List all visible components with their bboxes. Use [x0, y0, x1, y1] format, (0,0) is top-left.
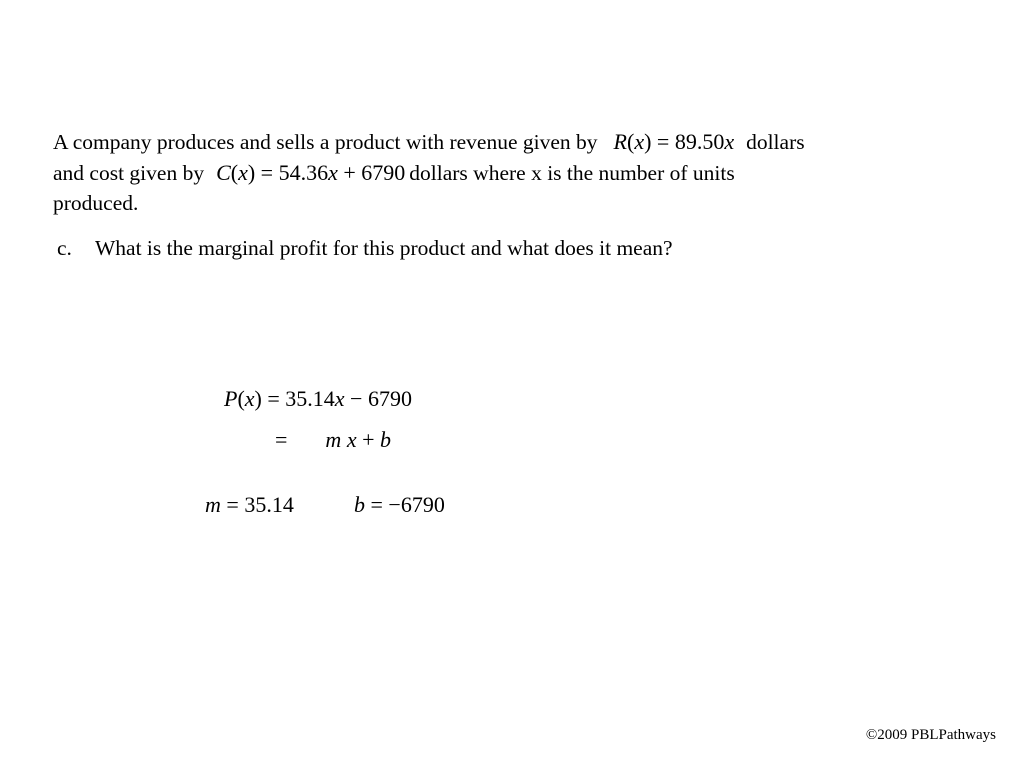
question-label: c. [57, 236, 72, 260]
profit-equation: P(x) = 35.14x − 6790 [224, 386, 412, 411]
problem-line-1 [53, 126, 953, 157]
problem-text-2: and cost given by [53, 161, 205, 185]
problem-text-2-tail: dollars where x is the number of units [409, 161, 735, 185]
revenue-var-2: x [724, 129, 735, 154]
profit-coef: 35.14 [285, 386, 335, 411]
question-c [57, 233, 673, 264]
cost-var: x [238, 160, 248, 185]
profit-const: 6790 [367, 386, 412, 411]
slope-value: m = 35.14 [205, 492, 294, 517]
cost-coef: 54.36 [278, 160, 329, 185]
problem-line-3 [53, 188, 953, 219]
equals-sign: = [275, 427, 288, 452]
intercept-value: b = −6790 [354, 492, 445, 517]
revenue-fn-name: R [613, 129, 627, 154]
profit-var: x [244, 386, 255, 411]
m-value: 35.14 [244, 492, 294, 517]
cost-var-2: x [328, 160, 338, 185]
b-value: −6790 [388, 492, 445, 517]
general-linear-form: = m x + b [275, 427, 391, 452]
profit-var-2: x [334, 386, 345, 411]
cost-fn-name: C [216, 160, 231, 185]
cost-equation: C(x) = 54.36x + 6790 [216, 160, 406, 185]
profit-fn-name: P [224, 386, 238, 411]
cost-const: 6790 [361, 160, 406, 185]
problem-text-3: produced. [53, 191, 139, 215]
revenue-coef: 89.50 [674, 129, 725, 154]
b-symbol: b [354, 492, 365, 517]
problem-statement [53, 126, 953, 219]
copyright-footer: ©2009 PBLPathways [865, 727, 996, 743]
revenue-unit: dollars [746, 130, 805, 154]
general-m: m [325, 427, 342, 452]
revenue-equation: R(x) = 89.50x [613, 129, 735, 154]
m-symbol: m [205, 492, 221, 517]
general-x: x [346, 427, 357, 452]
general-b: b [380, 427, 391, 452]
revenue-var: x [634, 129, 645, 154]
question-text: What is the marginal profit for this product and what does it mean? [95, 236, 673, 260]
problem-line-2 [53, 157, 953, 188]
problem-text-1: A company produces and sells a product with revenue given by [53, 130, 598, 154]
